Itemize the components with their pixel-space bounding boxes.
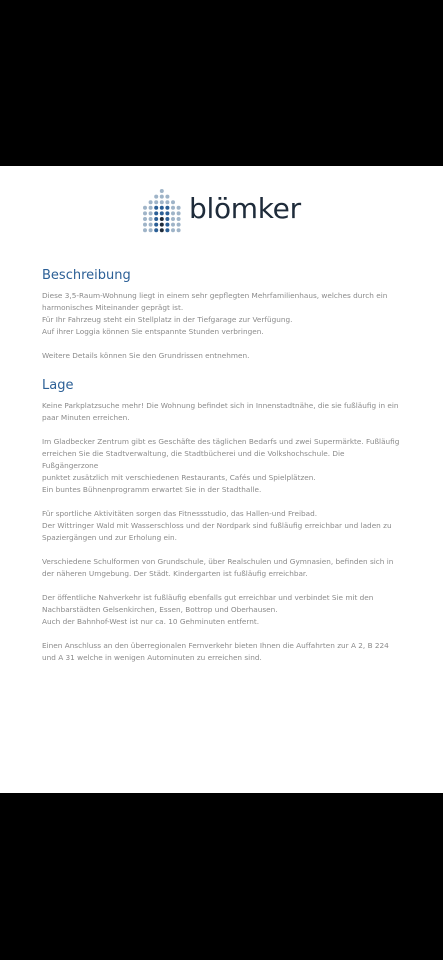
logo-dot — [154, 195, 158, 199]
logo-dot — [165, 223, 169, 227]
logo-dot — [165, 206, 169, 210]
logo-dot — [154, 211, 158, 215]
logo-dot — [160, 217, 164, 221]
logo-dot — [154, 228, 158, 232]
lage-paragraph-3: Für sportliche Aktivitäten sorgen das Fitnessstudio, das Hallen-und Freibad. Der Wittringer Wald mit Wasserschloss und der Nordpark sind fußläufig erreichbar und laden zu Spaziergängen und zur Erholung ein. — [42, 509, 392, 542]
logo-dot — [149, 228, 153, 232]
logo-dot — [160, 195, 164, 199]
logo-dot — [143, 228, 147, 232]
logo-wordmark: blömker — [189, 192, 301, 225]
logo-dot — [177, 228, 181, 232]
logo-dot — [165, 200, 169, 204]
logo-dot — [160, 189, 164, 193]
logo-dot — [160, 223, 164, 227]
section-beschreibung — [42, 268, 402, 362]
lage-paragraph-5: Der öffentliche Nahverkehr ist fußläufig ebenfalls gut erreichbar und verbindet Sie mit den Nachbarstädten Gelsenkirchen, Essen, Bottrop und Oberhausen. Auch der Bahnhof-West ist nur ca. 10 Gehminuten entfernt. — [42, 593, 374, 626]
bottom-black-bar — [0, 793, 443, 960]
logo-dot — [154, 200, 158, 204]
logo-dot — [177, 211, 181, 215]
logo-dot — [171, 211, 175, 215]
logo-dot — [177, 217, 181, 221]
logo-dot — [177, 223, 181, 227]
logo-dot — [160, 200, 164, 204]
logo-dot — [143, 217, 147, 221]
lage-paragraph-2: Im Gladbecker Zentrum gibt es Geschäfte des täglichen Bedarfs und zwei Supermärkte. Fußläufig erreichen Sie die Stadtverwaltung, die Stadtbücherei und die Volkshochschule. Die Fußgängerzone punktet zusätzlich mit verschiedenen Restaurants, Cafés und Spielplätzen. Ein buntes Bühnenprogramm erwartet Sie in der Stadthalle. — [42, 437, 400, 494]
document-content — [42, 268, 402, 664]
logo-dot — [143, 211, 147, 215]
beschreibung-paragraph-2: Weitere Details können Sie den Grundrissen entnehmen. — [42, 351, 250, 360]
beschreibung-paragraph-1: Diese 3,5-Raum-Wohnung liegt in einem sehr gepflegten Mehrfamilienhaus, welches durch ein harmonisches Miteinander geprägt ist. Für Ihr Fahrzeug steht ein Stellplatz in der Tiefgarage zur Verfügung. Auf ihrer Loggia können Sie entspannte Stunden verbringen. — [42, 291, 388, 336]
logo-dot — [165, 217, 169, 221]
logo-dot — [154, 206, 158, 210]
beschreibung-heading: Beschreibung — [42, 268, 131, 283]
logo-dot — [171, 217, 175, 221]
logo-dot — [171, 200, 175, 204]
lage-paragraph-6: Einen Anschluss an den überregionalen Fernverkehr bieten Ihnen die Auffahrten zur A 2, B 224 und A 31 welche in wenigen Autominuten zu erreichen sind. — [42, 641, 389, 662]
logo-dot — [149, 217, 153, 221]
logo-dot — [143, 223, 147, 227]
lage-paragraph-1: Keine Parkplatzsuche mehr! Die Wohnung befindet sich in Innenstadtnähe, die sie fußläufig in ein paar Minuten erreichen. — [42, 401, 399, 422]
logo-dot — [149, 200, 153, 204]
lage-paragraph-4: Verschiedene Schulformen von Grundschule, über Realschulen und Gymnasien, befinden sich in der näheren Umgebung. Der Städt. Kindergarten ist fußläufig erreichbar. — [42, 557, 394, 578]
logo-dot — [154, 223, 158, 227]
logo-dot — [154, 217, 158, 221]
logo-dot — [149, 223, 153, 227]
logo-dot — [160, 211, 164, 215]
company-logo — [142, 188, 312, 234]
logo-dot — [171, 223, 175, 227]
logo-dot — [165, 195, 169, 199]
section-lage — [42, 378, 402, 664]
logo-dot — [160, 206, 164, 210]
house-dots-logo-icon — [142, 188, 182, 234]
logo-dot — [149, 206, 153, 210]
logo-dot — [149, 211, 153, 215]
logo-dot — [171, 228, 175, 232]
logo-dot — [165, 211, 169, 215]
logo-dot — [165, 228, 169, 232]
top-black-bar — [0, 0, 443, 166]
logo-dot — [160, 228, 164, 232]
logo-dot — [177, 206, 181, 210]
logo-dot — [171, 206, 175, 210]
lage-heading: Lage — [42, 378, 74, 393]
logo-dot — [143, 206, 147, 210]
document-page — [0, 166, 443, 793]
